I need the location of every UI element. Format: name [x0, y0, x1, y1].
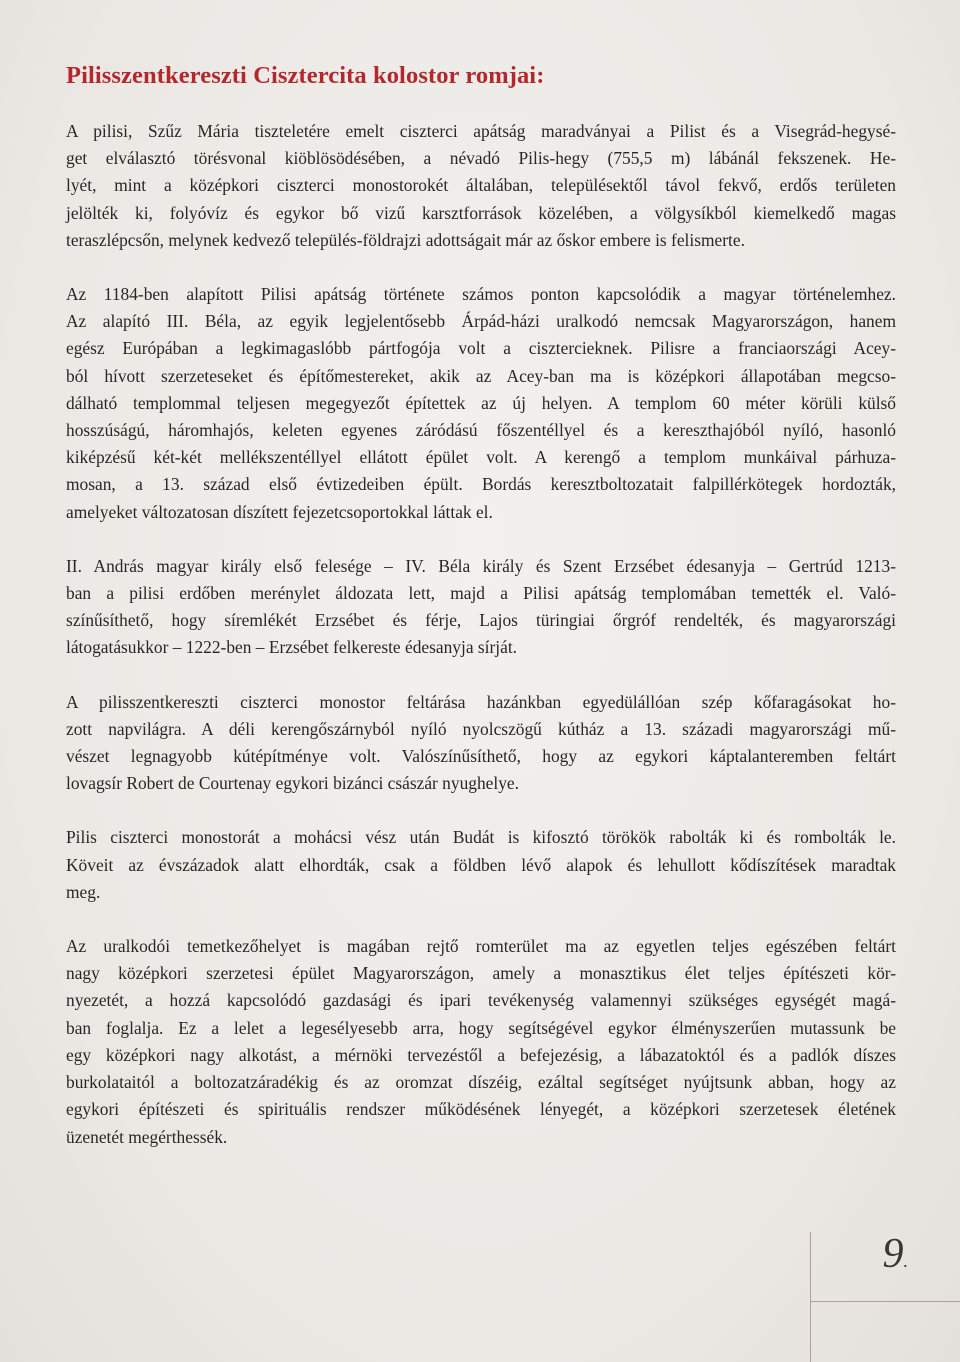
page-number-value: 9: [882, 1231, 904, 1277]
page-title: Pilisszentkereszti Cisztercita kolostor romjai:: [66, 62, 545, 89]
paragraph-line: nagy középkori szerzetesi épület Magyarországon, amely a monasztikus élet teljes építészeti kör-: [66, 963, 896, 984]
paragraph-line: amelyeket változatosan díszített fejezetcsoportokkal láttak el.: [66, 501, 493, 522]
corner-vertical-rule: [810, 1232, 811, 1362]
paragraph-line: jelölték ki, folyóvíz és egykor bő vizű karsztforrások közelében, a völgysíkból kiemelkedő magas: [66, 202, 896, 223]
paragraph-5: [66, 824, 896, 906]
page-number-dot: .: [903, 1251, 908, 1271]
paragraph-line: látogatásukkor – 1222-ben – Erzsébet felkereste édesanyja sírját.: [66, 637, 518, 658]
paragraph-line: mosan, a 13. század első évtizedeiben épült. Bordás keresztboltozatait falpillérkötegek hordozták,: [66, 474, 896, 495]
page-number: [883, 1230, 909, 1278]
paragraph-line: egykori építészeti és spirituális rendszer működésének lényegét, a középkori szerzetesek életének: [66, 1099, 896, 1120]
paragraph-line: zott napvilágra. A déli kerengőszárnyból nyíló nyolcszögű kútház a 13. századi magyarországi mű-: [66, 718, 896, 739]
paragraph-line: II. András magyar király első felesége – IV. Béla király és Szent Erzsébet édesanyja – Gertrúd 1213-: [66, 555, 896, 576]
paragraph-line: lovagsír Robert de Courtenay egykori bizánci császár nyughelye.: [66, 773, 519, 794]
paragraph-line: színűsíthető, hogy síremlékét Erzsébet és férje, Lajos türingiai őrgróf rendelték, és magyarországi: [66, 610, 896, 631]
corner-horizontal-rule: [810, 1301, 960, 1302]
paragraph-line: egész Európában a legkimagaslóbb pártfogója volt a cisztercieknek. Pilisre a franciaországi Acey-: [66, 338, 896, 359]
paragraph-line: burkolataitól a boltozatzáradékig és az oromzat díszéig, ezáltal segítséget nyújtsunk abban, hogy az: [66, 1072, 896, 1093]
paragraph-line: kiképzésű két-két mellékszentéllyel ellátott épület volt. A kerengő a templom munkáival párhuza-: [66, 447, 896, 468]
paragraph-line: teraszlépcsőn, melynek kedvező település-földrajzi adottságait már az őskor embere is felismerte.: [66, 229, 745, 250]
paragraph-4: [66, 689, 896, 798]
body-text: [66, 118, 896, 1151]
paragraph-line: meg.: [66, 881, 101, 902]
paragraph-line: ból hívott szerzeteseket és építőmestereket, akik az Acey-ban ma is középkori állapotában megcso-: [66, 365, 896, 386]
paragraph-1: [66, 118, 896, 254]
paragraph-line: Az alapító III. Béla, az egyik legjelentősebb Árpád-házi uralkodó nemcsak Magyarországon, hanem: [66, 311, 896, 332]
paragraph-line: dálható templommal teljesen megegyezőt építettek az új helyen. A templom 60 méter körüli külső: [66, 392, 896, 413]
paragraph-line: egy középkori nagy alkotást, a mérnöki tervezéstől a befejezésig, a lábazatoktól és a padlók díszes: [66, 1044, 896, 1065]
paragraph-line: ban foglalja. Ez a lelet a legesélyesebb arra, hogy segítségével egykor élményszerűen mutassunk be: [66, 1017, 896, 1038]
paragraph-line: vészet legnagyobb kútépítménye volt. Valószínűsíthető, hogy az egykori káptalanteremben feltárt: [66, 746, 896, 767]
paragraph-line: hosszúságú, háromhajós, keleten egyenes záródású főszentéllyel és a kereszthajóból nyíló, hasonló: [66, 420, 896, 441]
paragraph-line: Köveit az évszázadok alatt elhordták, csak a földben lévő alapok és lehullott kődíszítések maradtak: [66, 854, 896, 875]
paragraph-line: Az 1184-ben alapított Pilisi apátság története számos ponton kapcsolódik a magyar történelemhez.: [66, 284, 896, 305]
paragraph-line: get elválasztó törésvonal kiöblösödésében, a névadó Pilis-hegy (755,5 m) lábánál fekszenek. He-: [66, 148, 896, 169]
paragraph-line: üzenetét megérthessék.: [66, 1126, 228, 1147]
paragraph-line: ban a pilisi erdőben merénylet áldozata lett, majd a Pilisi apátság templomában temették el. Való-: [66, 583, 896, 604]
paragraph-line: Pilis ciszterci monostorát a mohácsi vész után Budát is kifosztó törökök rabolták ki és rombolták le.: [66, 827, 896, 848]
paragraph-2: [66, 281, 896, 526]
paragraph-line: A pilisszentkereszti ciszterci monostor feltárása hazánkban egyedülállóan szép kőfaragásokat ho-: [66, 691, 896, 712]
paragraph-3: [66, 553, 896, 662]
paragraph-line: Az uralkodói temetkezőhelyet is magában rejtő romterület ma az egyetlen teljes egészében feltárt: [66, 936, 896, 957]
paragraph-line: lyét, mint a középkori ciszterci monostorokét általában, településektől távol fekvő, erdős területen: [66, 175, 896, 196]
document-page: [66, 62, 896, 1178]
paragraph-line: nyezetét, a hozzá kapcsolódó gazdasági és ipari tevékenység valamennyi szükséges egységét magá-: [66, 990, 896, 1011]
paragraph-6: [66, 933, 896, 1151]
paragraph-line: A pilisi, Szűz Mária tiszteletére emelt ciszterci apátság maradványai a Pilist és a Visegrád-hegysé-: [66, 121, 896, 141]
